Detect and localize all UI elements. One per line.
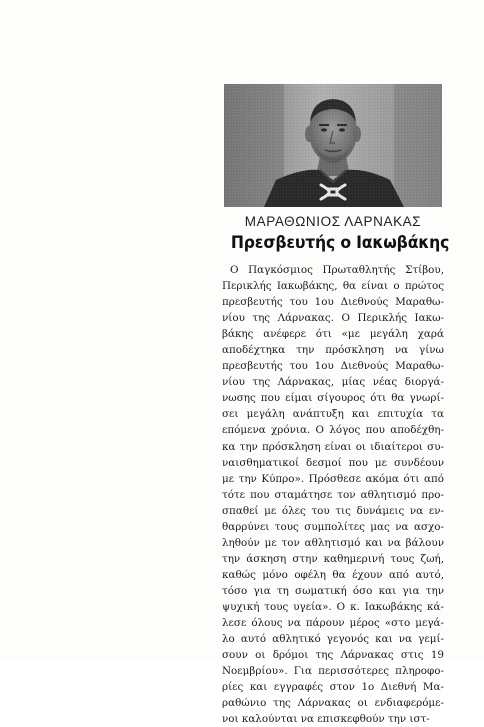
article-line: σπαθεί με όλες του τις δυνάμεις να εν-: [222, 504, 444, 517]
article-line: επόμενα χρόνια. Ο λόγος που αποδέχθη-: [222, 424, 444, 437]
article-line: ραθώνιο της Λάρνακας οι ενδιαφερόμε-: [222, 697, 444, 710]
article-line: Ο Παγκόσμιος Πρωταθλητής Στίβου,: [230, 264, 444, 276]
article-line: λεσε όλους να πάρουν μέρος «στο μεγά-: [222, 617, 444, 630]
portrait-photo: [224, 84, 442, 207]
article-line: νοι καλούνται να επισκεφθούν την ιστ-: [222, 713, 430, 726]
article-line: ληθούν με τον αθλητισμό και να βάλουν: [222, 536, 444, 549]
article-line: πρεσβευτής του 1ου Διεθνούς Μαραθω-: [222, 360, 444, 373]
article-line: θαρρύνει τους συμπολίτες μας να ασχο-: [222, 520, 444, 533]
article-line: Νοεμβρίου». Για περισσότερες πληροφο-: [222, 665, 444, 678]
article-headline: Πρεσβευτής ο Ιακωβάκης: [230, 233, 450, 253]
article-line: πρεσβευτής του 1ου Διεθνούς Μαραθω-: [222, 296, 444, 309]
article-line: λο αυτό αθλητικό γεγονός και να γεμί-: [222, 633, 444, 646]
article-line: ψυχική τους υγεία». Ο κ. Ιακωβάκης κά-: [222, 600, 444, 613]
article-line: με την Κύπρο». Πρόσθεσε ακόμα ότι από: [222, 472, 444, 485]
article-line: νωσης που είμαι σίγουρος ότι θα γνωρί-: [222, 392, 444, 405]
article-line: ναισθηματικοί δεσμοί που με συνδέουν: [222, 456, 444, 469]
article-line: σει μεγάλη ανάπτυξη και επιτυχία τα: [222, 408, 444, 421]
article-line: Περικλής Ιακωβάκης, θα είναι ο πρώτος: [222, 280, 444, 293]
article-line: την άσκηση στην καθημερινή τους ζωή,: [222, 552, 444, 565]
article-line: νίου της Λάρνακας, μίας νέας διοργά-: [222, 376, 444, 389]
article-line: σουν οι δρόμοι της Λάρνακας στις 19: [222, 649, 444, 662]
article-line: τότε που σταμάτησε τον αθλητισμό προ-: [222, 488, 444, 501]
article-line: ρίες και εγγραφές στον 1ο Διεθνή Μα-: [222, 681, 444, 694]
article-line: νίου της Λάρνακας. Ο Περικλής Ιακω-: [222, 312, 444, 325]
article-line: βάκης ανέφερε ότι «με μεγάλη χαρά: [222, 328, 444, 341]
article-line: αποδέχτηκα την πρόσκληση να γίνω: [222, 344, 444, 357]
article-line: κα την πρόσκληση είναι οι ιδιαίτεροι συ-: [222, 440, 444, 453]
portrait-photo-drawing: [224, 84, 442, 207]
article-line: τόσο για τη σωματική όσο και για την: [222, 584, 444, 597]
article-kicker: ΜΑΡΑΘΩΝΙΟΣ ΛΑΡΝΑΚΑΣ: [244, 214, 422, 229]
article-column: [222, 84, 450, 727]
article-body: [222, 262, 444, 727]
article-line: καθώς μόνο οφέλη θα έχουν από αυτό,: [222, 568, 444, 581]
